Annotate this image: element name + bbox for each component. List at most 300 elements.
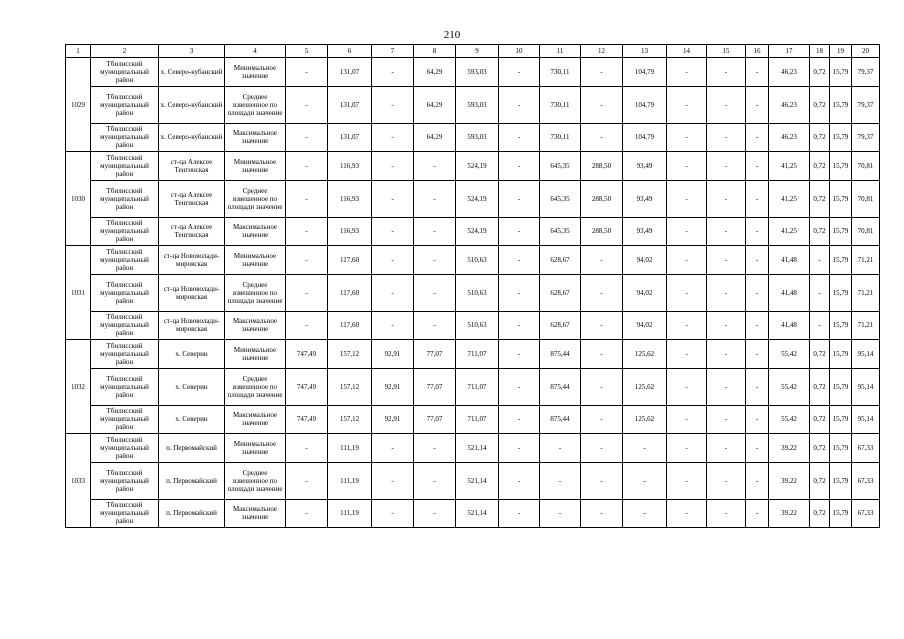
table-cell: - <box>667 311 707 340</box>
table-cell: - <box>499 152 540 181</box>
table-cell: 15,79 <box>830 217 852 246</box>
table-row <box>66 180 880 217</box>
table-cell: 95,14 <box>852 405 880 434</box>
table-cell: 593,03 <box>456 86 499 123</box>
table-cell: 131,07 <box>328 58 372 87</box>
table-cell: 71,21 <box>852 274 880 311</box>
table-cell: 157,12 <box>328 405 372 434</box>
table-cell: ст-ца Алексее Тенгинская <box>159 152 225 181</box>
table-cell: Тбилисский муниципальный район <box>91 246 159 275</box>
table-cell: 521,14 <box>456 462 499 499</box>
table-cell: 524,19 <box>456 217 499 246</box>
table-cell: 510,63 <box>456 311 499 340</box>
page-number: 210 <box>443 29 461 41</box>
table-cell: 94,02 <box>623 311 667 340</box>
table-cell: 0,72 <box>810 58 830 87</box>
table-cell: 116,93 <box>328 217 372 246</box>
table-cell: - <box>540 434 581 463</box>
table-cell: 77,07 <box>414 340 456 369</box>
column-header: 19 <box>830 45 852 58</box>
table-cell: 0,72 <box>810 152 830 181</box>
table-cell: - <box>286 462 328 499</box>
table-cell: 41,48 <box>769 274 810 311</box>
table-cell: 77,07 <box>414 405 456 434</box>
table-cell: 510,63 <box>456 246 499 275</box>
table-cell: п. Первомайский <box>159 499 225 528</box>
table-cell: 875,44 <box>540 405 581 434</box>
table-cell: - <box>623 434 667 463</box>
column-header: 10 <box>499 45 540 58</box>
table-row <box>66 405 880 434</box>
table-cell: 730,11 <box>540 58 581 87</box>
column-header: 1 <box>66 45 91 58</box>
table-row <box>66 152 880 181</box>
table-cell: 111,19 <box>328 462 372 499</box>
table-cell: - <box>623 462 667 499</box>
table-cell: 104,79 <box>623 123 667 152</box>
table-cell: 46,23 <box>769 86 810 123</box>
table-cell: х. Северо-кубанский <box>159 58 225 87</box>
table-cell: 521,14 <box>456 434 499 463</box>
table-cell: 55,42 <box>769 405 810 434</box>
table-cell: - <box>581 340 623 369</box>
column-header: 13 <box>623 45 667 58</box>
table-cell: - <box>667 434 707 463</box>
column-header: 9 <box>456 45 499 58</box>
table-cell: Среднее взвешенное по площади значение <box>225 368 286 405</box>
column-header: 2 <box>91 45 159 58</box>
table-cell: 79,37 <box>852 86 880 123</box>
table-cell: - <box>372 217 414 246</box>
table-cell: 0,72 <box>810 368 830 405</box>
table-cell: 92,91 <box>372 405 414 434</box>
table-cell: 15,79 <box>830 180 852 217</box>
table-cell: - <box>746 368 769 405</box>
data-table <box>65 44 880 528</box>
table-cell: - <box>810 246 830 275</box>
table-cell: - <box>667 58 707 87</box>
column-header: 14 <box>667 45 707 58</box>
table-cell: - <box>667 274 707 311</box>
table-cell: 288,50 <box>581 217 623 246</box>
table-cell: 79,37 <box>852 123 880 152</box>
table-cell: 288,50 <box>581 152 623 181</box>
table-cell: - <box>707 246 746 275</box>
table-cell: Максимальное значение <box>225 405 286 434</box>
table-cell: 94,02 <box>623 274 667 311</box>
table-cell: - <box>810 274 830 311</box>
table-cell: - <box>372 86 414 123</box>
table-cell: - <box>286 58 328 87</box>
table-cell: 117,60 <box>328 274 372 311</box>
table-cell: 510,63 <box>456 274 499 311</box>
table-cell: 92,91 <box>372 368 414 405</box>
table-cell: - <box>707 152 746 181</box>
table-cell: 15,79 <box>830 152 852 181</box>
table-cell: 55,42 <box>769 340 810 369</box>
table-cell: - <box>746 274 769 311</box>
table-cell: 55,42 <box>769 368 810 405</box>
table-cell: 711,07 <box>456 340 499 369</box>
table-cell: - <box>707 123 746 152</box>
table-cell: - <box>581 311 623 340</box>
table-cell: 593,03 <box>456 58 499 87</box>
table-cell: 64,29 <box>414 86 456 123</box>
table-row <box>66 499 880 528</box>
table-cell: 747,49 <box>286 340 328 369</box>
table-cell: - <box>581 274 623 311</box>
table-row <box>66 123 880 152</box>
table-cell: - <box>499 180 540 217</box>
table-cell: - <box>372 499 414 528</box>
table-cell: 95,14 <box>852 340 880 369</box>
table-cell: 93,49 <box>623 180 667 217</box>
table-cell: Тбилисский муниципальный район <box>91 86 159 123</box>
table-cell: - <box>414 180 456 217</box>
table-cell: 93,49 <box>623 152 667 181</box>
table-row <box>66 340 880 369</box>
table-cell: - <box>581 123 623 152</box>
table-cell: 125,62 <box>623 340 667 369</box>
table-cell: Тбилисский муниципальный район <box>91 152 159 181</box>
table-cell: 116,93 <box>328 152 372 181</box>
header-row <box>66 45 880 58</box>
table-cell: - <box>286 499 328 528</box>
table-cell: - <box>707 217 746 246</box>
table-cell: - <box>286 434 328 463</box>
table-cell: х. Северин <box>159 340 225 369</box>
table-cell: Среднее взвешенное по площади значение <box>225 86 286 123</box>
table-cell: 288,50 <box>581 180 623 217</box>
table-cell: Максимальное значение <box>225 123 286 152</box>
table-cell: 67,33 <box>852 462 880 499</box>
table-cell: 524,19 <box>456 180 499 217</box>
table-cell: 104,79 <box>623 86 667 123</box>
table-cell: 15,79 <box>830 311 852 340</box>
table-cell: - <box>286 217 328 246</box>
table-cell: - <box>372 58 414 87</box>
table-cell: - <box>581 499 623 528</box>
table-cell: 111,19 <box>328 434 372 463</box>
table-cell: - <box>746 58 769 87</box>
table-cell: - <box>667 499 707 528</box>
table-cell: Максимальное значение <box>225 217 286 246</box>
table-cell: 593,03 <box>456 123 499 152</box>
table-cell: - <box>746 217 769 246</box>
table-cell: 15,79 <box>830 86 852 123</box>
table-cell: 0,72 <box>810 217 830 246</box>
table-cell: 524,19 <box>456 152 499 181</box>
table-cell: - <box>667 180 707 217</box>
table-cell: - <box>286 311 328 340</box>
table-row <box>66 217 880 246</box>
table-cell: - <box>372 152 414 181</box>
table-cell: Среднее взвешенное по площади значение <box>225 462 286 499</box>
table-cell: 70,81 <box>852 180 880 217</box>
table-cell: х. Северо-кубанский <box>159 123 225 152</box>
table-cell: - <box>540 499 581 528</box>
table-cell: - <box>810 311 830 340</box>
table-cell: 41,25 <box>769 152 810 181</box>
table-cell: - <box>499 58 540 87</box>
table-cell: 67,33 <box>852 499 880 528</box>
table-cell: - <box>707 434 746 463</box>
table-cell: - <box>623 499 667 528</box>
table-cell: 70,81 <box>852 152 880 181</box>
column-header: 5 <box>286 45 328 58</box>
table-cell: - <box>499 311 540 340</box>
table-cell: - <box>667 123 707 152</box>
table-cell: Тбилисский муниципальный район <box>91 123 159 152</box>
table-cell: - <box>414 152 456 181</box>
table-cell: 0,72 <box>810 434 830 463</box>
table-cell: - <box>499 246 540 275</box>
table-cell: - <box>372 462 414 499</box>
table-cell: 0,72 <box>810 499 830 528</box>
table-cell: - <box>667 368 707 405</box>
table-cell: 645,35 <box>540 180 581 217</box>
table-cell: 131,07 <box>328 123 372 152</box>
table-cell: 15,79 <box>830 58 852 87</box>
table-header <box>66 45 880 58</box>
table-cell: Тбилисский муниципальный район <box>91 368 159 405</box>
table-cell: - <box>707 274 746 311</box>
table-cell: - <box>667 246 707 275</box>
table-cell: - <box>746 123 769 152</box>
table-cell: Максимальное значение <box>225 499 286 528</box>
table-cell: - <box>707 340 746 369</box>
table-cell: - <box>746 86 769 123</box>
table-cell: - <box>746 462 769 499</box>
table-cell: - <box>286 274 328 311</box>
table-cell: - <box>286 180 328 217</box>
table-cell: 875,44 <box>540 368 581 405</box>
table-cell: 46,23 <box>769 123 810 152</box>
table-cell: 64,29 <box>414 58 456 87</box>
table-row <box>66 368 880 405</box>
table-cell: 41,25 <box>769 217 810 246</box>
table-cell: - <box>746 152 769 181</box>
table-cell: Тбилисский муниципальный район <box>91 58 159 87</box>
table-cell: 15,79 <box>830 123 852 152</box>
table-cell: 628,67 <box>540 311 581 340</box>
table-cell: - <box>581 462 623 499</box>
table-cell: 77,07 <box>414 368 456 405</box>
table-cell: Тбилисский муниципальный район <box>91 180 159 217</box>
table-cell: Тбилисский муниципальный район <box>91 340 159 369</box>
table-cell: ст-ца Нововолади-мировская <box>159 246 225 275</box>
table-cell: 39,22 <box>769 499 810 528</box>
table-cell: - <box>372 434 414 463</box>
table-cell: Среднее взвешенное по площади значение <box>225 274 286 311</box>
table-cell: 116,93 <box>328 180 372 217</box>
table-cell: - <box>499 405 540 434</box>
table-cell: 628,67 <box>540 274 581 311</box>
table-cell: 41,48 <box>769 311 810 340</box>
table-cell: 67,33 <box>852 434 880 463</box>
table-cell: 15,79 <box>830 405 852 434</box>
table-cell: 111,19 <box>328 499 372 528</box>
table-cell: - <box>581 246 623 275</box>
table-cell: х. Северо-кубанский <box>159 86 225 123</box>
table-cell: 131,07 <box>328 86 372 123</box>
column-header: 3 <box>159 45 225 58</box>
table-cell: 730,11 <box>540 123 581 152</box>
table-cell: 71,21 <box>852 246 880 275</box>
table-cell: - <box>286 86 328 123</box>
table-cell: - <box>581 368 623 405</box>
table-cell: - <box>372 123 414 152</box>
table-cell: 71,21 <box>852 311 880 340</box>
column-header: 15 <box>707 45 746 58</box>
table-cell: - <box>499 368 540 405</box>
row-id-cell: 1032 <box>66 340 91 434</box>
table-cell: - <box>581 86 623 123</box>
table-cell: п. Первомайский <box>159 434 225 463</box>
table-row <box>66 58 880 87</box>
table-row <box>66 86 880 123</box>
table-cell: - <box>540 462 581 499</box>
table-cell: 747,49 <box>286 368 328 405</box>
table-cell: 157,12 <box>328 368 372 405</box>
table-cell: - <box>499 434 540 463</box>
table-cell: ст-ца Нововолади-мировская <box>159 274 225 311</box>
table-cell: 104,79 <box>623 58 667 87</box>
table-cell: - <box>707 405 746 434</box>
table-cell: - <box>707 462 746 499</box>
table-cell: 0,72 <box>810 340 830 369</box>
table-cell: 0,72 <box>810 180 830 217</box>
table-cell: - <box>707 58 746 87</box>
table-cell: - <box>372 311 414 340</box>
table-cell: Тбилисский муниципальный район <box>91 499 159 528</box>
table-cell: 15,79 <box>830 434 852 463</box>
column-header: 17 <box>769 45 810 58</box>
table-cell: 15,79 <box>830 274 852 311</box>
table-cell: - <box>414 274 456 311</box>
table-cell: - <box>746 180 769 217</box>
row-id-cell: 1031 <box>66 246 91 340</box>
table-cell: 39,22 <box>769 434 810 463</box>
table-cell: п. Первомайский <box>159 462 225 499</box>
table-cell: 15,79 <box>830 462 852 499</box>
table-cell: 46,23 <box>769 58 810 87</box>
table-cell: - <box>707 180 746 217</box>
table-cell: - <box>746 434 769 463</box>
table-cell: 645,35 <box>540 217 581 246</box>
table-cell: - <box>667 340 707 369</box>
table-row <box>66 246 880 275</box>
table-cell: 94,02 <box>623 246 667 275</box>
table-cell: Минимальное значение <box>225 58 286 87</box>
table-cell: - <box>499 123 540 152</box>
table-cell: 95,14 <box>852 368 880 405</box>
column-header: 18 <box>810 45 830 58</box>
table-cell: Минимальное значение <box>225 246 286 275</box>
table-cell: Минимальное значение <box>225 434 286 463</box>
table-cell: - <box>286 123 328 152</box>
table-cell: 64,29 <box>414 123 456 152</box>
table-cell: - <box>499 499 540 528</box>
table-cell: 125,62 <box>623 405 667 434</box>
table-cell: 93,49 <box>623 217 667 246</box>
table-cell: 0,72 <box>810 123 830 152</box>
table-cell: - <box>414 246 456 275</box>
table-cell: - <box>286 152 328 181</box>
table-cell: 0,72 <box>810 405 830 434</box>
table-cell: - <box>414 434 456 463</box>
table-cell: - <box>707 499 746 528</box>
table-cell: - <box>414 311 456 340</box>
column-header: 6 <box>328 45 372 58</box>
table-cell: - <box>746 340 769 369</box>
table-cell: Среднее взвешенное по площади значение <box>225 180 286 217</box>
row-id-cell: 1029 <box>66 58 91 152</box>
table-cell: Тбилисский муниципальный район <box>91 405 159 434</box>
table-cell: 711,07 <box>456 368 499 405</box>
table-cell: - <box>667 152 707 181</box>
table-cell: 875,44 <box>540 340 581 369</box>
table-cell: - <box>372 246 414 275</box>
table-cell: Минимальное значение <box>225 340 286 369</box>
table-cell: ст-ца Алексее Тенгинская <box>159 180 225 217</box>
table-cell: Тбилисский муниципальный район <box>91 274 159 311</box>
table-cell: 117,60 <box>328 311 372 340</box>
table-cell: 117,60 <box>328 246 372 275</box>
table-cell: х. Северин <box>159 405 225 434</box>
table-cell: 92,91 <box>372 340 414 369</box>
table-cell: Тбилисский муниципальный район <box>91 217 159 246</box>
table-cell: 15,79 <box>830 368 852 405</box>
table-cell: - <box>581 58 623 87</box>
table-cell: - <box>286 246 328 275</box>
table-row <box>66 274 880 311</box>
table-cell: - <box>707 86 746 123</box>
column-header: 7 <box>372 45 414 58</box>
table-cell: 0,72 <box>810 86 830 123</box>
table-cell: - <box>581 434 623 463</box>
column-header: 8 <box>414 45 456 58</box>
table-cell: - <box>581 405 623 434</box>
table-cell: 70,81 <box>852 217 880 246</box>
row-id-cell: 1033 <box>66 434 91 528</box>
table-cell: - <box>499 274 540 311</box>
table-cell: Тбилисский муниципальный район <box>91 311 159 340</box>
table-cell: 15,79 <box>830 340 852 369</box>
table-cell: 157,12 <box>328 340 372 369</box>
row-id-cell: 1030 <box>66 152 91 246</box>
table-cell: - <box>499 340 540 369</box>
table-cell: ст-ца Алексее Тенгинская <box>159 217 225 246</box>
table-cell: 0,72 <box>810 462 830 499</box>
table-cell: - <box>499 217 540 246</box>
table-cell: - <box>499 86 540 123</box>
table-cell: 730,11 <box>540 86 581 123</box>
table-cell: - <box>707 311 746 340</box>
table-cell: - <box>746 499 769 528</box>
table-cell: - <box>667 86 707 123</box>
table-cell: - <box>667 217 707 246</box>
table-cell: 15,79 <box>830 246 852 275</box>
table-cell: - <box>372 180 414 217</box>
column-header: 11 <box>540 45 581 58</box>
table-cell: - <box>746 405 769 434</box>
table-cell: 41,25 <box>769 180 810 217</box>
table-cell: Минимальное значение <box>225 152 286 181</box>
table-cell: - <box>667 462 707 499</box>
table-cell: 645,35 <box>540 152 581 181</box>
table-cell: 125,62 <box>623 368 667 405</box>
